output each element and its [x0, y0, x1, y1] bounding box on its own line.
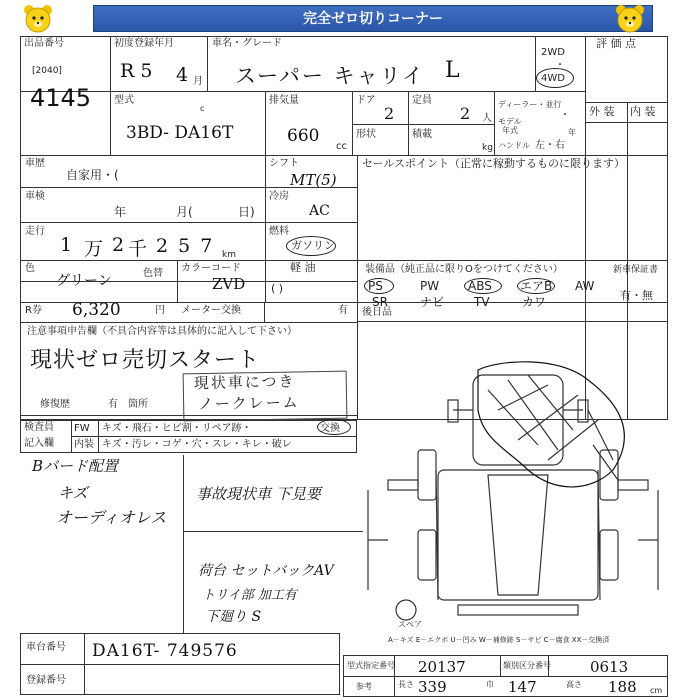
equipment-item: カワ: [522, 295, 547, 309]
dealer-label: ディーラー・並行: [498, 100, 562, 109]
new-car-warranty-value: 有・無: [620, 289, 653, 302]
aircon-value: AC: [309, 203, 330, 219]
notes-label: 注意事項申告欄（不具合内容等は具体的に記入して下さい）: [27, 326, 297, 337]
hand-note-3: オーディオレス: [56, 508, 167, 527]
color-code-value: ZVD: [212, 275, 246, 293]
lot-number-label: 出品番号: [24, 38, 64, 49]
registration-number-label: 登録番号: [26, 675, 66, 686]
interior-label: 内 装: [630, 105, 656, 118]
equipment-item: PS: [368, 279, 383, 293]
inspector-interior-items: キズ・汚レ・コゲ・穴・スレ・キレ・破レ: [102, 439, 292, 450]
hand-note-7: 下廻り S: [205, 609, 262, 625]
registration-month-unit: 月: [193, 76, 203, 87]
inspection-year: 年: [114, 205, 127, 219]
drive-dot: ・: [555, 60, 565, 71]
new-car-warranty-label: 新車保証書: [613, 265, 659, 275]
bear-mascot-icon: [22, 3, 54, 35]
stamp-line1: 現状車につき: [193, 372, 296, 393]
mileage-man: 1: [60, 234, 73, 256]
handle-label: ハンドル: [498, 141, 530, 150]
height-label: 高さ: [566, 680, 582, 689]
chassis-label: 車台番号: [26, 642, 66, 653]
inspection-month: 月(: [176, 205, 193, 219]
inspection-day: 日): [238, 205, 255, 219]
model-mark: c: [200, 104, 205, 113]
equipment-item: PW: [420, 279, 440, 293]
model-value: 3BD- DA16T: [126, 123, 234, 143]
color-replaced-label: 色替: [143, 268, 163, 279]
load-unit: kg: [482, 143, 493, 153]
doors-value: 2: [384, 104, 395, 123]
damage-legend: A－キズ E－エクボ U－凹み W－補修跡 S－サビ C－腐食 XX－交換済: [388, 636, 610, 644]
car-damage-diagram: [358, 350, 668, 632]
drive-4wd: 4WD: [541, 73, 565, 84]
shift-value: MT(5): [290, 171, 337, 189]
mileage-man-unit: 万: [84, 238, 104, 260]
load-label: 積載: [412, 129, 432, 140]
history-label: 車歴: [25, 158, 45, 169]
inspector-interior: 内装: [74, 439, 94, 450]
notes-handwritten: 現状ゼロ売切スタート: [30, 348, 261, 373]
inspector-fw-items: キズ・飛石・ヒビ割・リペア跡・: [102, 423, 252, 434]
sales-points-label: セールスポイント（正常に稼動するものに限ります）: [362, 157, 626, 170]
dealer-dot: ・: [560, 110, 570, 121]
displacement-unit: cc: [336, 141, 347, 152]
odometer-change-value: 有: [338, 305, 348, 316]
dimensions-label: 参考: [356, 682, 372, 691]
fuel-diesel: 軽 油: [290, 261, 316, 274]
equipment-item: エアB: [520, 279, 553, 293]
model-year-value: 年: [568, 128, 576, 137]
recycle-label: R券: [25, 305, 42, 316]
width-value: 147: [508, 678, 537, 696]
after-date-label: 後日品: [362, 307, 392, 318]
no-claim-stamp: [183, 371, 348, 422]
height-value: 188: [608, 678, 637, 696]
hand-note-1: Bバード配置: [32, 457, 119, 475]
equipment-item: ナビ: [420, 295, 445, 309]
mileage-sen-unit: 千: [128, 238, 148, 260]
hand-note-4: 事故現状車 下見要: [196, 485, 321, 503]
color-code-label: カラーコード: [181, 263, 241, 274]
model-year-label2: 年式: [502, 126, 518, 135]
model-label: 型式: [114, 95, 134, 106]
inspector-fw: FW: [74, 423, 90, 434]
evaluation-label: 評 価 点: [596, 37, 636, 50]
repair-history-value: 有: [108, 399, 118, 410]
model-year-label1: モデル: [498, 117, 522, 126]
capacity-unit: 人: [482, 113, 492, 124]
exterior-label: 外 装: [589, 105, 615, 118]
spare-label: スペア: [398, 620, 422, 629]
equipment-item: AW: [575, 279, 595, 293]
repair-history-label: 修復歴: [40, 399, 70, 410]
dimensions-unit: cm: [650, 686, 663, 695]
fuel-other: ( ): [271, 282, 284, 295]
recycle-value: 6,320: [72, 300, 121, 320]
color-value: グリーン: [56, 273, 112, 289]
inspection-label: 車検: [25, 191, 45, 202]
lot-number: 4145: [30, 84, 92, 112]
lot-code: [2040]: [32, 66, 62, 76]
doors-label: ドア: [356, 95, 376, 106]
category-label: 類別区分番号: [503, 661, 551, 670]
hand-note-2: キズ: [58, 484, 88, 502]
capacity-value: 2: [460, 104, 471, 123]
inspector-label2: 記入欄: [24, 438, 54, 449]
equipment-item: TV: [474, 295, 490, 309]
aircon-label: 冷房: [269, 191, 289, 202]
history-value: 自家用・(: [66, 168, 119, 182]
registration-year: R 5: [120, 60, 153, 82]
capacity-label: 定員: [412, 95, 432, 106]
car-name-label: 車名・グレード: [212, 38, 282, 49]
drive-2wd: 2WD: [541, 47, 565, 58]
repair-history-part: 箇所: [128, 399, 148, 410]
hand-note-6: トリイ部 加工有: [202, 588, 297, 603]
color-label: 色: [25, 263, 35, 274]
equipment-item: ABS: [468, 279, 492, 293]
chassis-value: DA16T- 749576: [92, 641, 238, 661]
mileage-label: 走行: [25, 226, 45, 237]
car-grade: L: [445, 58, 460, 83]
registration-month: 4: [176, 64, 189, 86]
recycle-unit: 円: [155, 305, 165, 316]
type-approval-label: 型式指定番号: [347, 661, 395, 670]
handle-value: 左・右: [535, 140, 565, 151]
length-label: 長さ: [398, 680, 414, 689]
equipment-label: 装備品（純正品に限りOをつけてください）: [365, 264, 563, 275]
displacement-value: 660: [287, 126, 320, 146]
shift-label: シフト: [269, 158, 299, 169]
equipment-item: SR: [372, 295, 388, 309]
stamp-line2: ノークレーム: [197, 393, 300, 414]
fuel-label: 燃料: [269, 226, 289, 237]
inspector-fw-end: 交換: [320, 423, 340, 434]
mileage-sen: 2: [112, 234, 125, 256]
mileage-rest: 2 5 7: [156, 235, 215, 257]
width-label: 巾: [486, 680, 494, 689]
car-name: スーパー キャリイ: [235, 64, 425, 88]
inspector-label1: 検査員: [24, 422, 54, 433]
hand-note-5: 荷台 セットバックAV: [198, 563, 334, 579]
bear-mascot-icon: [614, 3, 646, 35]
odometer-change-label: メーター交換: [181, 305, 241, 316]
fuel-gasoline: ガソリン: [291, 239, 335, 252]
displacement-label: 排気量: [269, 95, 299, 106]
banner-title: 完全ゼロ切りコーナー: [93, 5, 653, 32]
first-registration-label: 初度登録年月: [114, 38, 174, 49]
shape-label: 形状: [356, 129, 376, 140]
type-approval-value: 20137: [418, 658, 466, 676]
category-value: 0613: [590, 658, 629, 676]
mileage-unit: km: [222, 250, 236, 260]
length-value: 339: [418, 678, 447, 696]
